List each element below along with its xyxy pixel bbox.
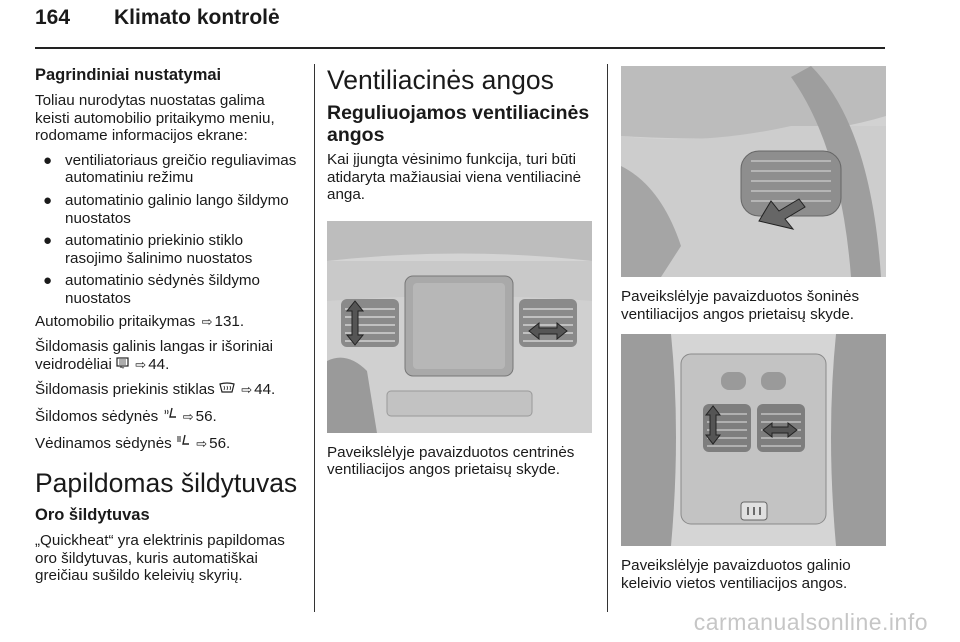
column-3 (621, 62, 889, 592)
page-ref-arrow-icon: ⇨ (196, 436, 208, 452)
ref-link[interactable]: 44. (148, 355, 170, 373)
ref-link[interactable]: 56. (209, 434, 231, 452)
heated-seat-icon (163, 408, 177, 425)
ref-ventilated-seats: Vėdinamos sėdynės ⇨ 56. (35, 434, 231, 452)
center-vents-image (327, 221, 592, 433)
side-vents-image (621, 66, 886, 277)
heading-auxiliary-heater: Papildomas šildytuvas (35, 468, 298, 499)
rear-window-heat-icon (116, 356, 129, 373)
page-ref-arrow-icon: ⇨ (182, 409, 194, 425)
caption-center-vents: Paveikslėlyje pavaizduotos centrinės ventiliacijos angos prietaisų skyde. (327, 443, 575, 479)
page-ref-arrow-icon: ⇨ (135, 357, 147, 373)
ref-link[interactable]: 56. (195, 407, 217, 425)
heading-main-settings: Pagrindiniai nustatymai (35, 66, 222, 84)
rear-vents-image (621, 334, 886, 546)
page-ref-arrow-icon: ⇨ (241, 383, 253, 399)
column-divider-1 (314, 64, 315, 612)
ref-link[interactable]: 131. (214, 312, 245, 330)
bullet-icon: ● (43, 191, 53, 209)
list-item: ● automatinio sėdynės šildymo nuostatos (43, 272, 261, 307)
bullet-icon: ● (43, 272, 53, 290)
caption-rear-vents: Paveikslėlyje pavaizduotos galinio keleivio vietos ventiliacijos angos. (621, 557, 851, 592)
ventilated-seat-icon (176, 435, 190, 452)
ref-rear-window-heat: Šildomasis galinis langas ir išoriniai veidrodėliai ⇨ 44. (35, 338, 274, 373)
air-heater-text: „Quickheat“ yra elektrinis papildomas oro šildytuvas, kuris automatiškai greičiau sušildo keleivių skyrių. (35, 532, 285, 585)
settings-list (35, 152, 303, 308)
column-1 (35, 62, 303, 592)
column-divider-2 (607, 64, 608, 612)
header-rule (35, 47, 885, 49)
chapter-title: Klimato kontrolė (114, 6, 280, 29)
column-2 (327, 62, 595, 479)
list-item: ● automatinio galinio lango šildymo nuostatos (43, 191, 289, 227)
front-windshield-heat-icon (219, 381, 235, 398)
caption-side-vents: Paveikslėlyje pavaizduotos šoninės ventiliacijos angos prietaisų skyde. (621, 288, 860, 323)
heading-vents: Ventiliacinės angos (327, 65, 554, 95)
ref-personalization: Automobilio pritaikymas ⇨ 131. (35, 312, 245, 330)
page-number: 164 (35, 6, 71, 29)
page-header (35, 6, 885, 46)
ref-heated-seats: Šildomos sėdynės ⇨ 56. (35, 407, 217, 425)
bullet-icon: ● (43, 232, 53, 250)
watermark: carmanualsonline.info (693, 609, 928, 635)
cooling-text: Kai įjungta vėsinimo funkcija, turi būti atidaryta mažiausiai viena ventiliacinė anga. (327, 151, 582, 204)
bullet-icon: ● (43, 151, 53, 169)
list-item: ● ventiliatoriaus greičio reguliavimas automatiniu režimu (43, 151, 297, 187)
heading-air-heater: Oro šildytuvas (35, 506, 150, 525)
page-ref-arrow-icon: ⇨ (201, 314, 213, 330)
heading-adjustable-vents: Reguliuojamos ventiliacinės angos (327, 102, 590, 146)
ref-link[interactable]: 44. (254, 381, 276, 399)
ref-front-windshield-heat: Šildomasis priekinis stiklas ⇨ 44. (35, 381, 276, 399)
list-item: ● automatinio priekinio stiklo rasojimo šalinimo nuostatos (43, 232, 253, 267)
intro-text: Toliau nurodytas nuostatas galima keisti automobilio pritaikymo meniu, rodomame informacijos ekrane: (35, 92, 275, 145)
